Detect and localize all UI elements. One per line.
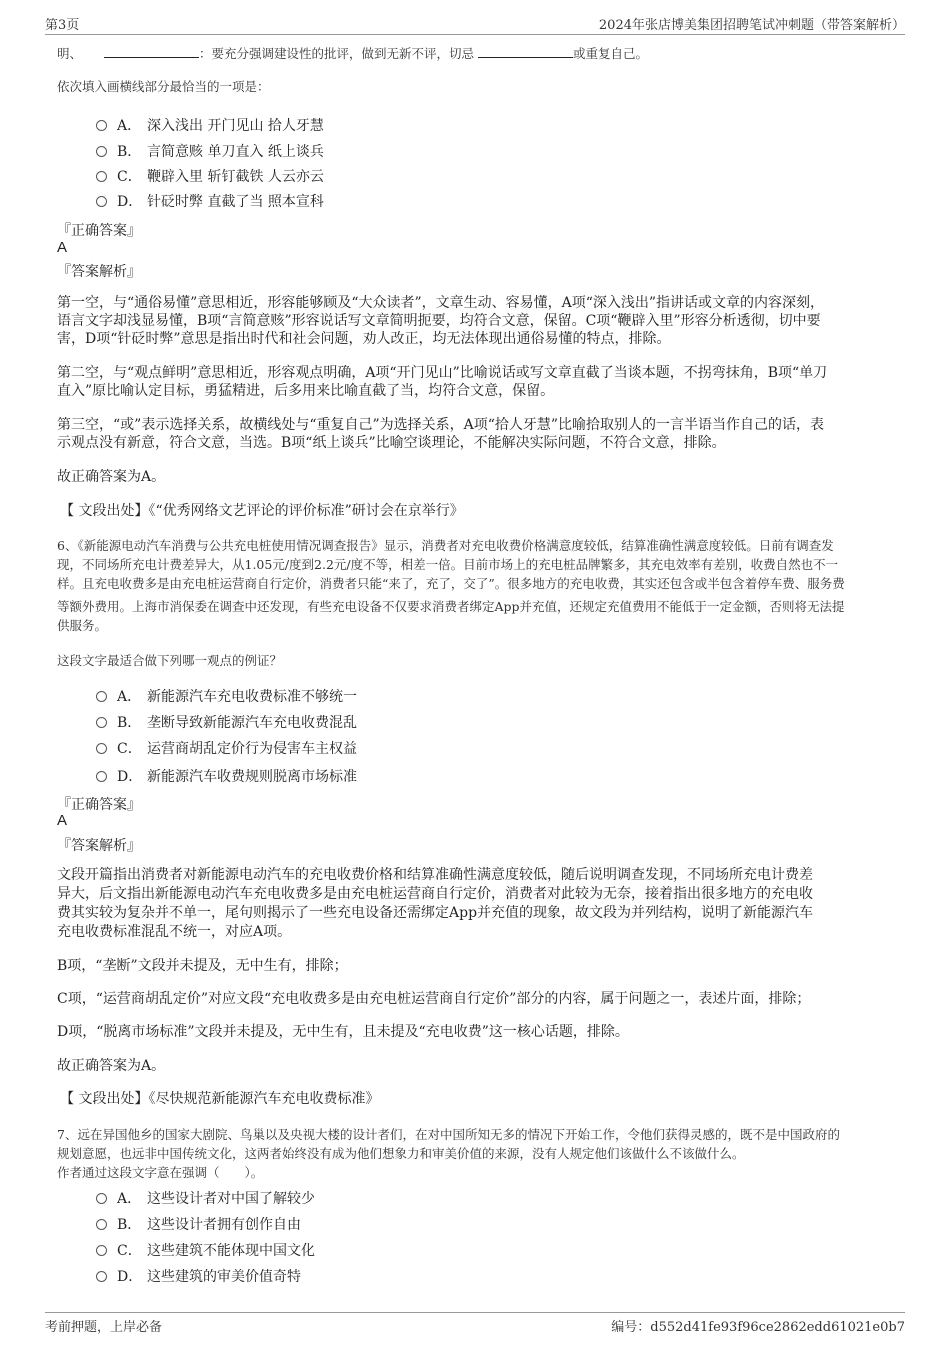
- q5-option-a[interactable]: A． 深入浅出 开门见山 拾人牙慧: [96, 115, 324, 135]
- q6-source: 【 文段出处】《尽快规范新能源汽车充电收费标准》: [60, 1091, 380, 1107]
- radio-icon[interactable]: [96, 743, 107, 754]
- page-number: 第3页: [45, 18, 80, 33]
- q5-blank-3: [478, 45, 573, 58]
- q6-analysis-line: B项，“垄断”文段并未提及，无中生有，排除；: [57, 958, 348, 974]
- q6-analysis-line: 文段开篇指出消费者对新能源电动汽车的充电收费价格和结算准确性满意度较低，随后说明调查发现，不同场所充电计费差: [57, 867, 813, 883]
- page-header: [45, 14, 905, 35]
- page-footer: [45, 1312, 905, 1335]
- radio-icon[interactable]: [96, 146, 107, 157]
- q5-analysis-line: 示观点没有新意，符合文意，当选。B项“纸上谈兵”比喻空谈理论，不能解决实际问题，不符合文意，排除。: [57, 435, 726, 451]
- q6-option-a[interactable]: A． 新能源汽车充电收费标准不够统一: [96, 686, 357, 706]
- q7-option-a[interactable]: A． 这些设计者对中国了解较少: [96, 1188, 315, 1208]
- radio-icon[interactable]: [96, 1193, 107, 1204]
- q5-answer: A: [57, 239, 68, 256]
- q6-option-d[interactable]: D． 新能源汽车收费规则脱离市场标准: [96, 766, 357, 786]
- q6-stem-line: 6、《新能源电动汽车消费与公共充电桩使用情况调查报告》显示，消费者对充电收费价格满意度较低，结算准确性满意度较低。日前有调查发: [57, 538, 834, 553]
- q5-analysis-line: 第二空，与“观点鲜明”意思相近，形容观点明确，A项“开门见山”比喻说话或写文章直截了当谈本题，不拐弯抹角，B项“单刀: [57, 365, 828, 381]
- radio-icon[interactable]: [96, 196, 107, 207]
- document-title: 2024年张店博美集团招聘笔试冲刺题（带答案解析）: [598, 18, 905, 33]
- radio-icon[interactable]: [96, 1245, 107, 1256]
- radio-icon[interactable]: [96, 1219, 107, 1230]
- q7-stem-line: 7、远在异国他乡的国家大剧院、鸟巢以及央视大楼的设计者们，在对中国所知无多的情况下开始工作，令他们获得灵感的，既不是中国政府的: [57, 1127, 840, 1142]
- q6-analysis-line: C项，“运营商胡乱定价”对应文段“充电收费多是由充电桩运营商自行定价”部分的内容，属于问题之一，表述片面，排除；: [57, 991, 811, 1007]
- radio-icon[interactable]: [96, 171, 107, 182]
- q6-stem-line: 样。且充电收费多是由充电桩运营商自行定价，消费者只能“来了，充了，交了”。很多地方的充电收费，其实还包含或半包含着停车费、服务费: [57, 576, 845, 591]
- q6-analysis-line: 费其实较为复杂并不单一，尾句则揭示了一些充电设备还需绑定App并充值的现象，故文段为并列结构，说明了新能源汽车: [57, 905, 814, 921]
- document-id: 编号：d552d41fe93f96ce2862edd61021e0b7: [611, 1320, 905, 1335]
- q6-stem-line: 等额外费用。上海市消保委在调查中还发现，有些充电设备不仅要求消费者绑定App并充值，还规定充值费用不能低于一定金额，否则将无法提: [57, 599, 845, 614]
- radio-icon[interactable]: [96, 691, 107, 702]
- q5-analysis-line: 语言文字却浅显易懂，B项“言简意赅”形容说话写文章简明扼要，均符合文意，保留。C项“鞭辟入里”形容分析透彻，切中要: [57, 313, 821, 329]
- q5-option-d[interactable]: D． 针砭时弊 直截了当 照本宣科: [96, 191, 324, 211]
- q5-option-c[interactable]: C． 鞭辟入里 斩钉截铁 人云亦云: [96, 166, 324, 186]
- q7-option-d[interactable]: D． 这些建筑的审美价值奇特: [96, 1266, 301, 1286]
- footer-slogan: 考前押题，上岸必备: [45, 1320, 163, 1335]
- q5-analysis-line: 直入”原比喻认定目标，勇猛精进，后多用来比喻直截了当，均符合文意，保留。: [57, 383, 555, 399]
- q6-analysis-line: 异大，后文指出新能源电动汽车充电收费多是由充电桩运营商自行定价，消费者对此较为无奈，接着指出很多地方的充电收: [57, 886, 813, 902]
- q5-conclusion: 故正确答案为A。: [57, 469, 166, 485]
- q7-option-b[interactable]: B． 这些设计者拥有创作自由: [96, 1214, 301, 1234]
- q6-prompt: 这段文字最适合做下列哪一观点的例证？: [57, 653, 283, 668]
- radio-icon[interactable]: [96, 120, 107, 131]
- q6-option-c[interactable]: C． 运营商胡乱定价行为侵害车主权益: [96, 738, 357, 758]
- q6-analysis-label: 『答案解析』: [57, 838, 141, 854]
- q6-conclusion: 故正确答案为A。: [57, 1058, 166, 1074]
- radio-icon[interactable]: [96, 771, 107, 782]
- q5-prompt: 依次填入画横线部分最恰当的一项是：: [57, 79, 270, 94]
- q6-stem-line: 现，不同场所充电计费差异大，从1.05元/度到2.2元/度不等，相差一倍。目前市场上的充电桩品牌繁多，其充电效率有差别，收费自然也不一: [57, 557, 839, 572]
- q6-answer-label: 『正确答案』: [57, 797, 141, 813]
- q5-option-b[interactable]: B． 言简意赅 单刀直入 纸上谈兵: [96, 141, 324, 161]
- q5-analysis-line: 第三空，“或”表示选择关系，故横线处与“重复自己”为选择关系，A项“拾人牙慧”比喻拾取别人的一言半语当作自己的话，表: [57, 417, 825, 433]
- q5-analysis-label: 『答案解析』: [57, 264, 141, 280]
- q5-blank-2: [104, 45, 199, 58]
- radio-icon[interactable]: [96, 1271, 107, 1282]
- q6-stem-line: 供服务。: [57, 618, 108, 633]
- q5-analysis-line: 第一空，与“通俗易懂”意思相近，形容能够顾及“大众读者”，文章生动、容易懂，A项“深入浅出”指讲话或文章的内容深刻，: [57, 295, 825, 311]
- q6-analysis-line: D项，“脱离市场标准”文段并未提及，无中生有，且未提及“充电收费”这一核心话题，排除。: [57, 1024, 629, 1040]
- radio-icon[interactable]: [96, 717, 107, 728]
- q6-answer: A: [57, 812, 68, 829]
- q5-analysis-line: 害，D项“针砭时弊”意思是指出时代和社会问题，劝人改正，均无法体现出通俗易懂的特点，排除。: [57, 331, 671, 347]
- q6-analysis-line: 充电收费标准混乱不统一，对应A项。: [57, 924, 292, 940]
- q7-option-c[interactable]: C． 这些建筑不能体现中国文化: [96, 1240, 315, 1260]
- q5-source: 【 文段出处】《“优秀网络文艺评论的评价标准”研讨会在京举行》: [60, 503, 464, 519]
- q7-stem-line: 规划意愿，也远非中国传统文化，这两者始终没有成为他们想象力和审美价值的来源，没有人规定他们该做什么不该做什么。: [57, 1146, 745, 1161]
- q5-intro: 明、 ：要充分强调建设性的批评，做到无新不评，切忌 或重复自己。: [57, 46, 649, 61]
- q7-prompt: 作者通过这段文字意在强调（ ）。: [57, 1165, 264, 1180]
- q6-option-b[interactable]: B． 垄断导致新能源汽车充电收费混乱: [96, 712, 357, 732]
- q5-answer-label: 『正确答案』: [57, 223, 141, 239]
